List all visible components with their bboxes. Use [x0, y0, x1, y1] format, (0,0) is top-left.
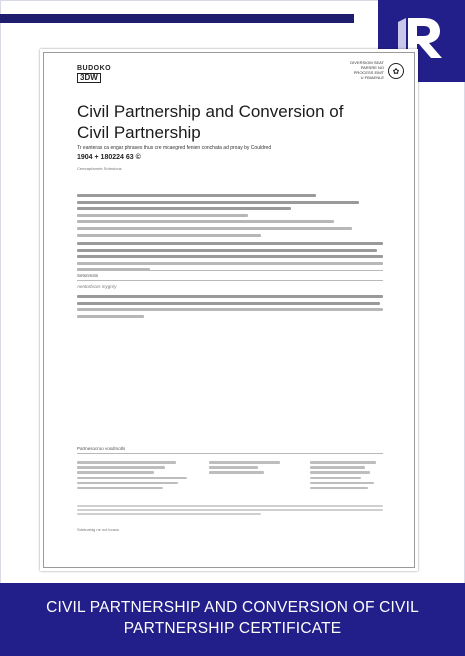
registry-line-4: U FBIAENLE: [360, 75, 384, 80]
top-accent-bar: [0, 14, 354, 23]
document-subtitle: Tr eanteras ca engar phrases thus cre mcaegred fenien conchata ad proay by Couldred: [77, 145, 272, 151]
banner-title: [0, 583, 465, 639]
caption-banner: [0, 583, 465, 656]
reference-caption: Cemrapfamrte Srdestons: [77, 166, 122, 171]
document-title: Civil Partnership and Conversion of Civil Partnership: [77, 102, 344, 142]
certificate-document: [40, 49, 418, 571]
section-divider-1: [77, 270, 383, 271]
section-divider-2: [77, 280, 383, 281]
partnership-details: [77, 461, 383, 492]
reference-number: 1904 + 180224 63 ©: [77, 154, 141, 161]
body-paragraph-3: [77, 295, 383, 321]
section-heading-2: Aentorbrars mygriry: [77, 284, 117, 289]
registry-seal-text: [350, 60, 384, 80]
registry-line-1: DIVERSIOM SEAT: [350, 60, 384, 65]
registry-line-3: PROCESS EIMT: [353, 70, 384, 75]
banner-title-line-1: CIVIL PARTNERSHIP AND CONVERSION OF CIVIL: [46, 599, 419, 616]
issuer-seal: [77, 65, 111, 83]
registry-line-2: PARSRE NO: [360, 65, 384, 70]
body-paragraph-1: [77, 194, 383, 240]
details-divider: [77, 453, 383, 454]
details-column-2: [209, 461, 289, 492]
registry-seal: [350, 60, 404, 80]
details-heading: Partnesocroo vosdrsotls: [77, 446, 126, 451]
seal-line-1: BUDOKO: [77, 65, 112, 72]
details-column-1: [77, 461, 187, 492]
section-heading-1: Setsnmsts: [77, 273, 99, 278]
banner-title-line-2: PARTNERSHIP CERTIFICATE: [123, 620, 342, 637]
details-column-3: [310, 461, 383, 492]
seal-line-2: 3DW: [77, 73, 101, 83]
fine-print: [77, 505, 383, 517]
crest-icon: ✿: [388, 63, 404, 79]
signature-note: Sdetnahtg ne oct lnracs: [77, 527, 120, 532]
